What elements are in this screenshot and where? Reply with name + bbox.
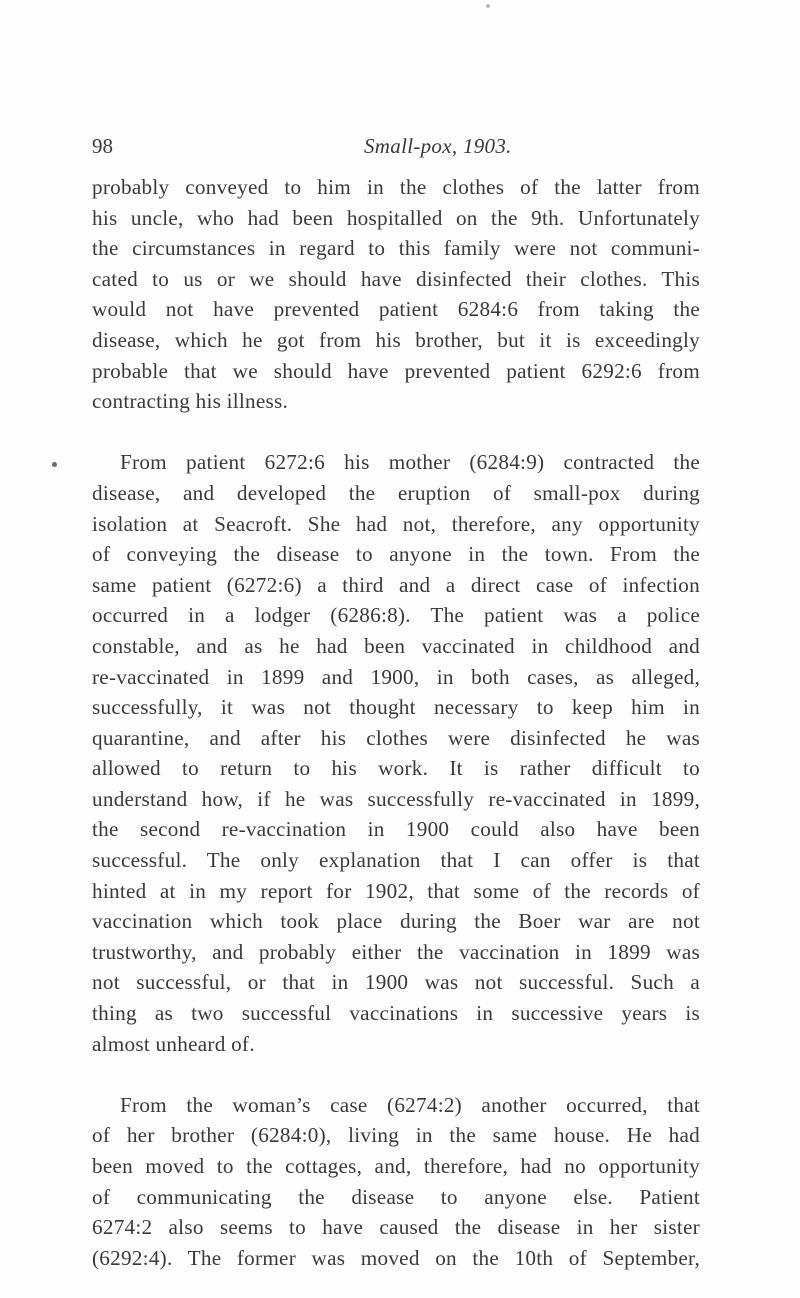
paragraph xyxy=(92,447,700,1059)
text-line: of communicating the disease to anyone else. Patient xyxy=(92,1184,700,1209)
text-line: same patient (6272:6) a third and a direct case of infection xyxy=(92,572,700,597)
paragraph xyxy=(92,172,700,417)
text-line: successful. The only explanation that I can offer is that xyxy=(92,848,700,873)
text-line: allowed to return to his work. It is rather difficult to xyxy=(92,756,700,781)
text-line: quarantine, and after his clothes were disinfected he was xyxy=(92,725,700,750)
text-line: not successful, or that in 1900 was not successful. Such a xyxy=(92,970,700,995)
text-line: From the woman’s case (6274:2) another occurred, that xyxy=(120,1092,700,1117)
text-line: probably conveyed to him in the clothes of the latter from xyxy=(92,175,700,199)
text-line: his uncle, who had been hospitalled on the 9th. Unfortunately xyxy=(92,205,700,230)
text-line: successfully, it was not thought necessary to keep him in xyxy=(92,695,700,720)
text-line: trustworthy, and probably either the vaccination in 1899 was xyxy=(92,939,700,964)
text-line: (6292:4). The former was moved on the 10th of September, xyxy=(92,1245,700,1270)
text-line: 6274:2 also seems to have caused the disease in her sister xyxy=(92,1215,700,1240)
text-line: contracting his illness. xyxy=(92,389,289,414)
text-line: thing as two successful vaccinations in successive years is xyxy=(92,1001,700,1026)
text-line: of her brother (6284:0), living in the same house. He had xyxy=(92,1123,700,1148)
text-line: isolation at Seacroft. She had not, therefore, any opportunity xyxy=(92,511,700,536)
text-line: hinted at in my report for 1902, that some of the records of xyxy=(92,878,700,903)
text-line: cated to us or we should have disinfected their clothes. This xyxy=(92,266,700,291)
running-title: Small-pox, 1903. xyxy=(364,134,512,158)
paragraph xyxy=(92,1090,700,1274)
text-line: re-vaccinated in 1899 and 1900, in both cases, as alleged, xyxy=(92,664,700,689)
text-line: occurred in a lodger (6286:8). The patient was a police xyxy=(92,603,700,628)
text-line: been moved to the cottages, and, therefore, had no opportunity xyxy=(92,1154,700,1178)
text-line: vaccination which took place during the Boer war are not xyxy=(92,909,700,934)
body-text xyxy=(92,172,700,1273)
text-line: probable that we should have prevented patient 6292:6 from xyxy=(92,358,700,383)
margin-dot-mark xyxy=(52,462,57,467)
paper-speck xyxy=(486,4,490,8)
page-header xyxy=(92,134,712,164)
text-line: From patient 6272:6 his mother (6284:9) contracted the xyxy=(120,450,700,475)
text-line: constable, and as he had been vaccinated in childhood and xyxy=(92,633,700,658)
text-line: of conveying the disease to anyone in the town. From the xyxy=(92,542,700,567)
text-line: disease, which he got from his brother, but it is exceedingly xyxy=(92,327,700,352)
text-line: the second re-vaccination in 1900 could also have been xyxy=(92,817,700,842)
text-line: disease, and developed the eruption of small-pox during xyxy=(92,480,700,505)
text-line: would not have prevented patient 6284:6 from taking the xyxy=(92,297,700,322)
page-number: 98 xyxy=(92,134,113,158)
text-line: the circumstances in regard to this family were not communi- xyxy=(92,236,700,261)
text-line: understand how, if he was successfully re-vaccinated in 1899, xyxy=(92,786,700,811)
text-line: almost unheard of. xyxy=(92,1031,255,1056)
